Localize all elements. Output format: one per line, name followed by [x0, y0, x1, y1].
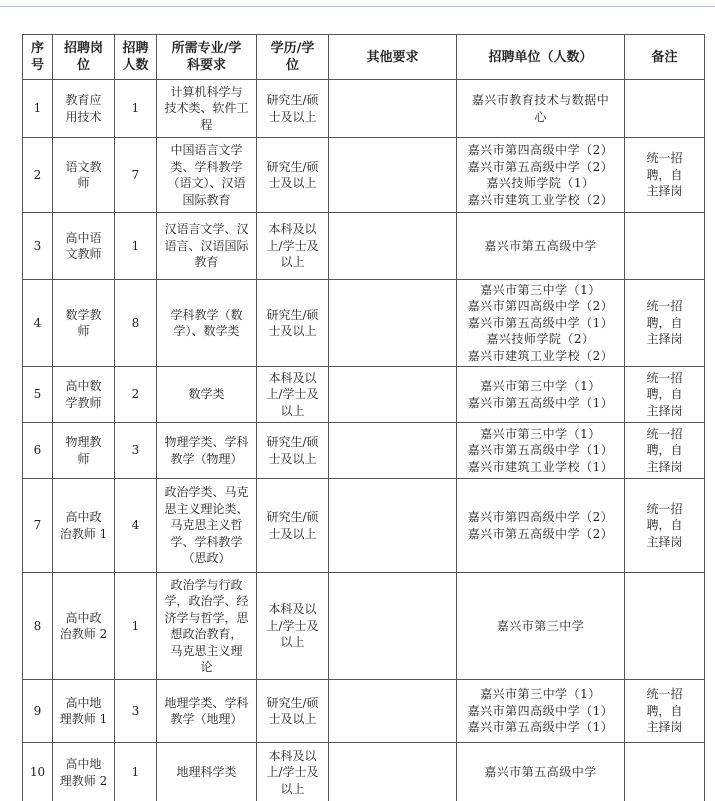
unit-line: 嘉兴市建筑工业学校（2） [467, 348, 614, 363]
unit-line: 嘉兴市第五高级中学 [484, 238, 597, 253]
table-row [23, 138, 705, 213]
cell-major: 中国语言文学 类、学科教学 （语文）、汉语 国际教育 [157, 138, 257, 213]
cell-major: 计算机科学与 技术类、软件工 程 [157, 80, 257, 138]
cell-major: 汉语言文学、汉 语言、汉语国际 教育 [157, 213, 257, 280]
cell-major: 物理学类、学科 教学（物理） [157, 423, 257, 479]
header-no: 序 号 [23, 35, 53, 80]
cell-no: 8 [23, 573, 53, 680]
cell-note: 统一招 聘，自 主择岗 [625, 423, 705, 479]
cell-note [625, 573, 705, 680]
cell-units [457, 367, 625, 423]
cell-degree: 研究生/硕 士及以上 [257, 138, 329, 213]
unit-line: 嘉兴技师学院（2） [486, 332, 595, 347]
cell-post: 高中语 文教师 [53, 213, 115, 280]
cell-no: 7 [23, 479, 53, 573]
cell-count: 1 [115, 213, 157, 280]
header-other: 其他要求 [329, 35, 457, 80]
table-body [23, 80, 705, 801]
cell-units [457, 479, 625, 573]
cell-post: 教育应 用技术 [53, 80, 115, 138]
cell-units [457, 280, 625, 367]
document-page [22, 34, 704, 801]
cell-count: 4 [115, 479, 157, 573]
cell-note [625, 80, 705, 138]
cell-post: 高中地 理教师 2 [53, 743, 115, 801]
table-row [23, 423, 705, 479]
cell-post: 高中政 治教师 2 [53, 573, 115, 680]
cell-units [457, 680, 625, 743]
cell-other [329, 423, 457, 479]
cell-other [329, 280, 457, 367]
unit-line: 嘉兴市第五高级中学（2） [467, 159, 614, 174]
table-row [23, 80, 705, 138]
cell-units [457, 743, 625, 801]
cell-no: 4 [23, 280, 53, 367]
header-units: 招聘单位（人数） [457, 35, 625, 80]
cell-no: 3 [23, 213, 53, 280]
cell-other [329, 367, 457, 423]
unit-line: 嘉兴市建筑工业学校（1） [467, 459, 614, 474]
table-row [23, 573, 705, 680]
cell-post: 高中政 治教师 1 [53, 479, 115, 573]
unit-line: 嘉兴市第四高级中学（2） [467, 299, 614, 314]
cell-post: 数学教 师 [53, 280, 115, 367]
cell-post: 语文教 师 [53, 138, 115, 213]
cell-degree: 研究生/硕 士及以上 [257, 80, 329, 138]
header-note: 备注 [625, 35, 705, 80]
cell-major: 政治学类、马克 思主义理论类、 马克思主义哲 学、学科教学 （思政） [157, 479, 257, 573]
cell-note: 统一招 聘，自 主择岗 [625, 280, 705, 367]
table-row [23, 680, 705, 743]
unit-line: 嘉兴市第五高级中学（1） [467, 315, 614, 330]
table-row [23, 280, 705, 367]
cell-degree: 本科及以 上/学士及 以上 [257, 573, 329, 680]
cell-count: 8 [115, 280, 157, 367]
cell-degree: 本科及以 上/学士及 以上 [257, 743, 329, 801]
cell-no: 6 [23, 423, 53, 479]
unit-line: 嘉兴市第三中学（1） [480, 687, 601, 702]
cell-note [625, 213, 705, 280]
cell-note: 统一招 聘，自 主择岗 [625, 138, 705, 213]
cell-count: 1 [115, 743, 157, 801]
cell-degree: 本科及以 上/学士及 以上 [257, 367, 329, 423]
recruitment-table [22, 34, 705, 801]
cell-other [329, 138, 457, 213]
cell-degree: 研究生/硕 士及以上 [257, 479, 329, 573]
cell-no: 9 [23, 680, 53, 743]
cell-note [625, 743, 705, 801]
cell-major: 数学类 [157, 367, 257, 423]
cell-degree: 研究生/硕 士及以上 [257, 680, 329, 743]
unit-line: 嘉兴市第四高级中学（2） [467, 510, 614, 524]
cell-no: 5 [23, 367, 53, 423]
unit-line: 嘉兴市第三中学（1） [480, 426, 601, 441]
cell-note: 统一招 聘，自 主择岗 [625, 479, 705, 573]
unit-line: 嘉兴市第五高级中学（1） [467, 443, 614, 458]
cell-post: 高中地 理教师 1 [53, 680, 115, 743]
unit-line: 心 [534, 109, 547, 124]
unit-line: 嘉兴市第五高级中学（2） [467, 526, 614, 541]
cell-units [457, 138, 625, 213]
cell-units [457, 423, 625, 479]
unit-line: 嘉兴市第三中学（1） [480, 379, 601, 393]
cell-note: 统一招 聘，自 主择岗 [625, 367, 705, 423]
cell-other [329, 479, 457, 573]
table-header-row [23, 35, 705, 80]
unit-line: 嘉兴市第五高级中学 [484, 765, 597, 780]
cell-degree: 研究生/硕 士及以上 [257, 423, 329, 479]
cell-other [329, 80, 457, 138]
unit-line: 嘉兴技师学院（1） [486, 176, 595, 190]
cell-units [457, 213, 625, 280]
header-count: 招聘 人数 [115, 35, 157, 80]
cell-count: 3 [115, 680, 157, 743]
unit-line: 嘉兴市第四高级中学（2） [467, 143, 614, 157]
cell-units [457, 80, 625, 138]
cell-degree: 研究生/硕 士及以上 [257, 280, 329, 367]
cell-no: 1 [23, 80, 53, 138]
unit-line: 嘉兴市第三中学（1） [480, 282, 601, 297]
cell-count: 3 [115, 423, 157, 479]
cell-count: 7 [115, 138, 157, 213]
unit-line: 嘉兴市第三中学 [496, 618, 585, 633]
cell-no: 2 [23, 138, 53, 213]
page-top-rule [0, 6, 715, 7]
table-row [23, 479, 705, 573]
cell-count: 1 [115, 573, 157, 680]
cell-major: 学科教学（数 学）、数学类 [157, 280, 257, 367]
header-major: 所需专业/学 科要求 [157, 35, 257, 80]
header-post: 招聘岗 位 [53, 35, 115, 80]
cell-post: 物理教 师 [53, 423, 115, 479]
cell-units [457, 573, 625, 680]
unit-line: 嘉兴市第五高级中学（1） [467, 395, 614, 410]
cell-count: 2 [115, 367, 157, 423]
cell-major: 政治学与行政 学，政治学、经 济学与哲学，思 想政治教育， 马克思主义理 论 [157, 573, 257, 680]
cell-other [329, 213, 457, 280]
cell-other [329, 680, 457, 743]
cell-no: 10 [23, 743, 53, 801]
unit-line: 嘉兴市建筑工业学校（2） [467, 192, 614, 207]
table-row [23, 213, 705, 280]
cell-major: 地理科学类 [157, 743, 257, 801]
header-degree: 学历/学 位 [257, 35, 329, 80]
cell-other [329, 573, 457, 680]
unit-line: 嘉兴市第四高级中学（1） [467, 703, 614, 718]
table-row [23, 743, 705, 801]
cell-other [329, 743, 457, 801]
cell-count: 1 [115, 80, 157, 138]
cell-note: 统一招 聘，自 主择岗 [625, 680, 705, 743]
cell-post: 高中数 学教师 [53, 367, 115, 423]
unit-line: 嘉兴市第五高级中学（1） [467, 720, 614, 735]
unit-line: 嘉兴市教育技术与数据中 [471, 93, 610, 107]
table-row [23, 367, 705, 423]
cell-degree: 本科及以 上/学士及 以上 [257, 213, 329, 280]
cell-major: 地理学类、学科 教学（地理） [157, 680, 257, 743]
